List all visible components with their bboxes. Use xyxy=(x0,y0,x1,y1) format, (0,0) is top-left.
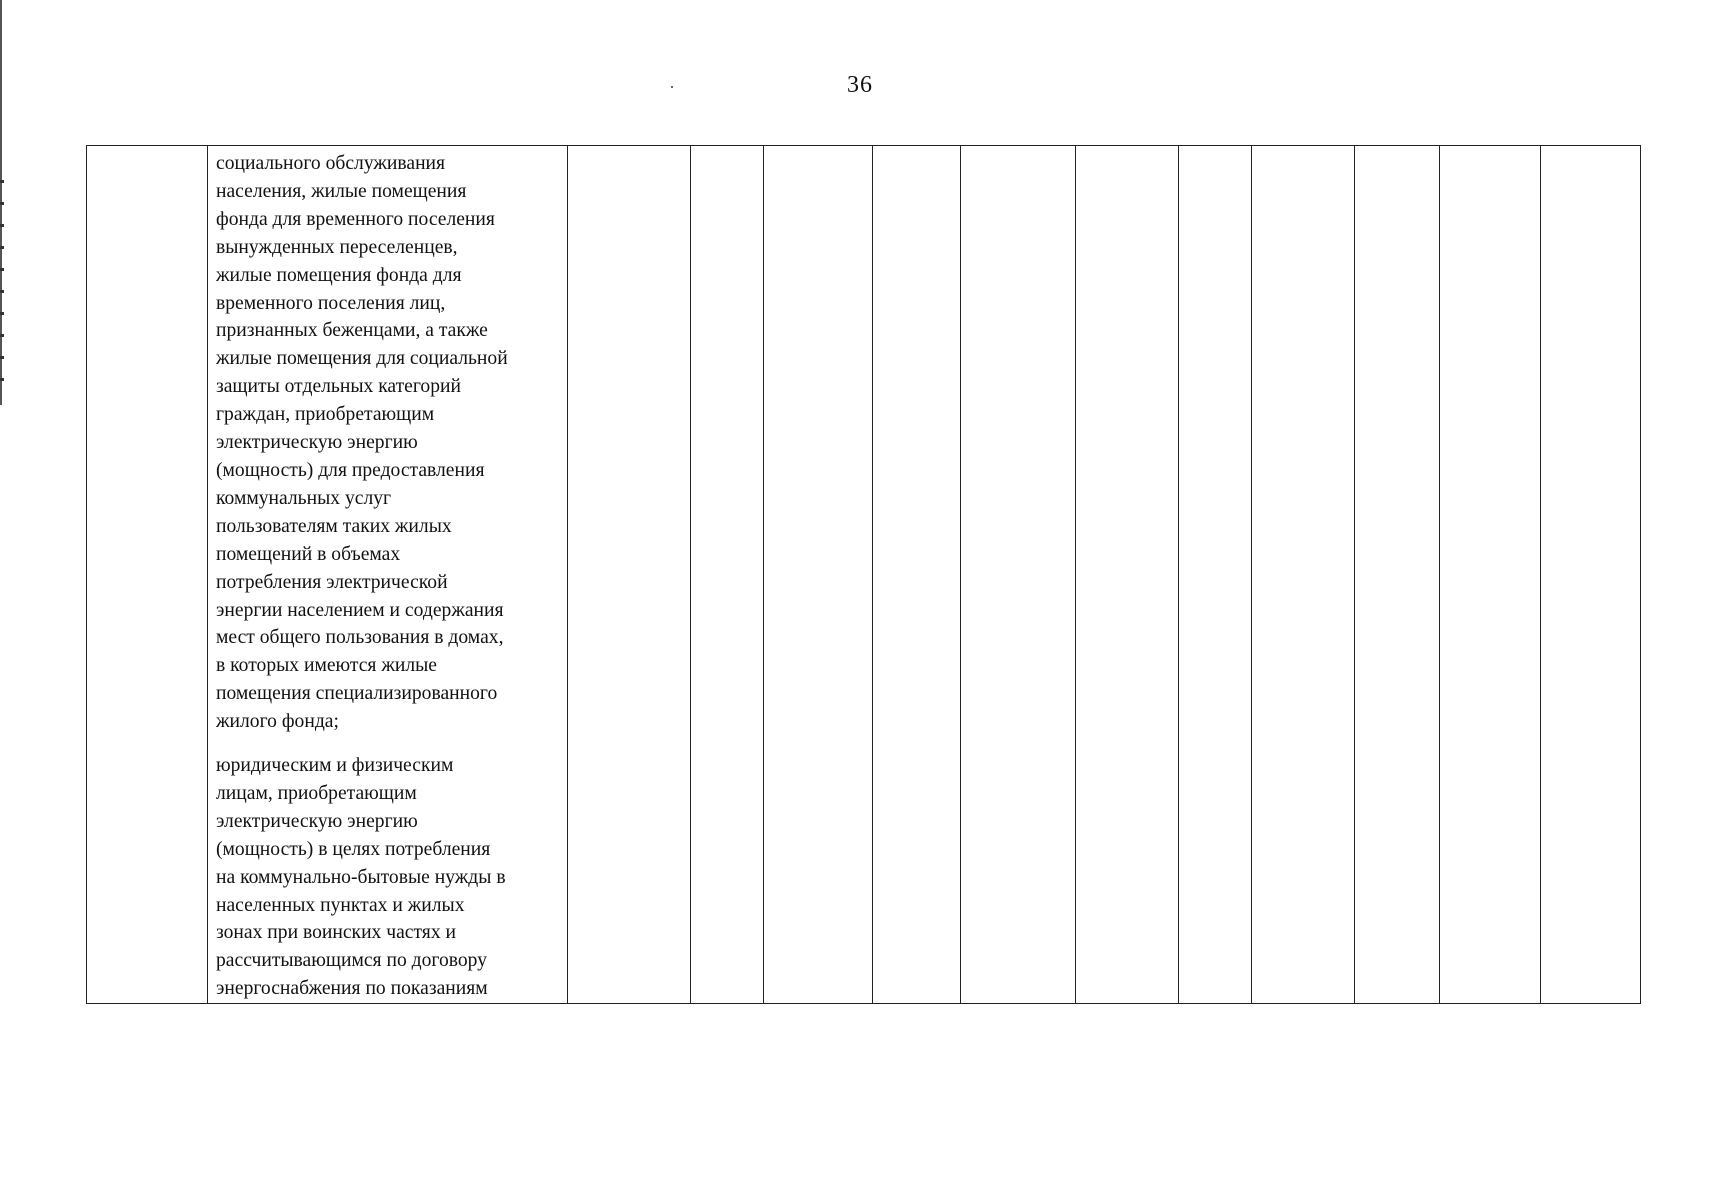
table-cell-col-7 xyxy=(961,146,1076,1004)
table-cell-col-8 xyxy=(1076,146,1179,1004)
table-cell-col-5 xyxy=(764,146,873,1004)
consumer-category-cell xyxy=(208,146,568,1004)
table-cell-col-1 xyxy=(87,146,208,1004)
table-cell-col-10 xyxy=(1252,146,1355,1004)
table-row xyxy=(87,146,1641,1004)
table-cell-col-3 xyxy=(568,146,691,1004)
table-cell-col-12 xyxy=(1440,146,1541,1004)
page-number: 36 xyxy=(847,72,873,98)
table-cell-col-9 xyxy=(1179,146,1252,1004)
tariff-table xyxy=(86,145,1641,1004)
consumer-category-paragraph-1: социального обслуживания населения, жилые помещения фонда для временного поселения вынужденных переселенцев, жилые помещения фонда для временного поселения лиц, признанных беженцами, а также жилые помещения для социальной защиты отдельных категорий граждан, приобретающим электрическую энергию (мощность) для предоставления коммунальных услуг пользователям таких жилых помещений в объемах потребления электрической энергии населением и содержания мест общего пользования в домах, в которых имеются жилые помещения специализированного жилого фонда; xyxy=(216,153,508,733)
table-cell-col-11 xyxy=(1355,146,1440,1004)
table-cell-col-6 xyxy=(873,146,961,1004)
table-cell-col-13 xyxy=(1541,146,1641,1004)
table-cell-col-4 xyxy=(691,146,764,1004)
consumer-category-paragraph-2: юридическим и физическим лицам, приобретающим электрическую энергию (мощность) в целях потребления на коммунально-бытовые нужды в населенных пунктах и жилых зонах при воинских частях и рассчитывающимся по договору энергоснабжения по показаниям xyxy=(216,755,506,1000)
scan-edge-marks xyxy=(0,180,4,400)
